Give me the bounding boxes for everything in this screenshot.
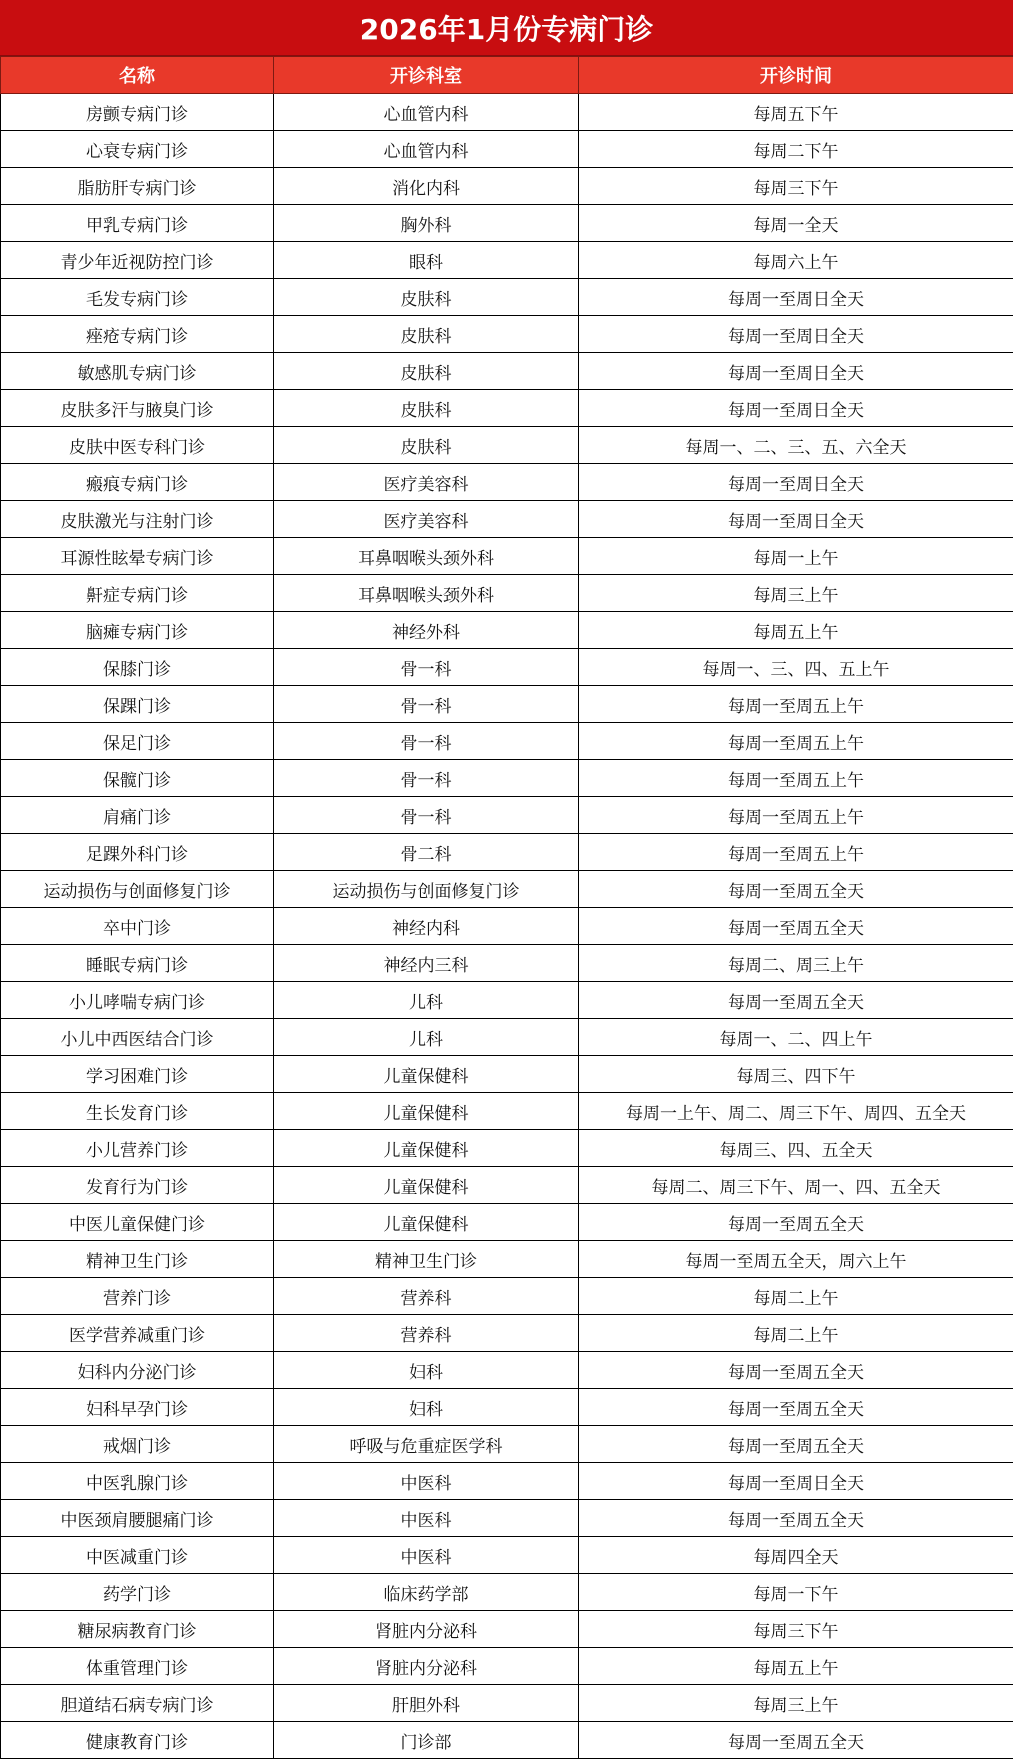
department-cell: 儿童保健科 xyxy=(274,1130,579,1167)
schedule-time-cell: 每周一至周日全天 xyxy=(579,316,1013,353)
table-row xyxy=(1,1056,1013,1093)
clinic-name-cell: 体重管理门诊 xyxy=(1,1648,274,1685)
schedule-time-cell: 每周一下午 xyxy=(579,1574,1013,1611)
schedule-time-cell: 每周一至周五全天 xyxy=(579,1426,1013,1463)
clinic-name-cell: 妇科内分泌门诊 xyxy=(1,1352,274,1389)
schedule-time-cell: 每周二、周三上午 xyxy=(579,945,1013,982)
schedule-time-cell: 每周一至周五全天 xyxy=(579,871,1013,908)
clinic-name-cell: 甲乳专病门诊 xyxy=(1,205,274,242)
schedule-time-cell: 每周一至周日全天 xyxy=(579,464,1013,501)
department-cell: 精神卫生门诊 xyxy=(274,1241,579,1278)
clinic-name-cell: 药学门诊 xyxy=(1,1574,274,1611)
clinic-name-cell: 心衰专病门诊 xyxy=(1,131,274,168)
department-cell: 医疗美容科 xyxy=(274,501,579,538)
department-cell: 消化内科 xyxy=(274,168,579,205)
clinic-name-cell: 学习困难门诊 xyxy=(1,1056,274,1093)
schedule-time-cell: 每周三下午 xyxy=(579,1611,1013,1648)
department-cell: 皮肤科 xyxy=(274,353,579,390)
clinic-name-cell: 发育行为门诊 xyxy=(1,1167,274,1204)
clinic-name-cell: 戒烟门诊 xyxy=(1,1426,274,1463)
table-row xyxy=(1,908,1013,945)
clinic-name-cell: 健康教育门诊 xyxy=(1,1722,274,1759)
table-row xyxy=(1,168,1013,205)
department-cell: 神经内三科 xyxy=(274,945,579,982)
schedule-time-cell: 每周六上午 xyxy=(579,242,1013,279)
table-row xyxy=(1,279,1013,316)
clinic-name-cell: 脂肪肝专病门诊 xyxy=(1,168,274,205)
table-row xyxy=(1,686,1013,723)
header-row xyxy=(1,57,1013,94)
schedule-time-cell: 每周二上午 xyxy=(579,1278,1013,1315)
table-row xyxy=(1,94,1013,131)
table-row xyxy=(1,131,1013,168)
schedule-time-cell: 每周二上午 xyxy=(579,1315,1013,1352)
table-row xyxy=(1,834,1013,871)
clinic-name-cell: 青少年近视防控门诊 xyxy=(1,242,274,279)
table-row xyxy=(1,1463,1013,1500)
department-cell: 耳鼻咽喉头颈外科 xyxy=(274,575,579,612)
schedule-time-cell: 每周一至周日全天 xyxy=(579,1463,1013,1500)
column-header-time: 开诊时间 xyxy=(579,57,1013,94)
clinic-name-cell: 生长发育门诊 xyxy=(1,1093,274,1130)
column-header-name: 名称 xyxy=(1,57,274,94)
department-cell: 营养科 xyxy=(274,1278,579,1315)
table-row xyxy=(1,1537,1013,1574)
table-row xyxy=(1,464,1013,501)
table-row xyxy=(1,205,1013,242)
table-row xyxy=(1,575,1013,612)
clinic-name-cell: 房颤专病门诊 xyxy=(1,94,274,131)
department-cell: 骨一科 xyxy=(274,686,579,723)
clinic-name-cell: 中医颈肩腰腿痛门诊 xyxy=(1,1500,274,1537)
table-row xyxy=(1,353,1013,390)
table-row xyxy=(1,1500,1013,1537)
clinic-name-cell: 足踝外科门诊 xyxy=(1,834,274,871)
schedule-time-cell: 每周三上午 xyxy=(579,575,1013,612)
table-row xyxy=(1,945,1013,982)
schedule-time-cell: 每周一至周五全天 xyxy=(579,982,1013,1019)
schedule-time-cell: 每周一至周日全天 xyxy=(579,279,1013,316)
department-cell: 儿科 xyxy=(274,982,579,1019)
schedule-time-cell: 每周一全天 xyxy=(579,205,1013,242)
table-row xyxy=(1,1019,1013,1056)
department-cell: 骨二科 xyxy=(274,834,579,871)
clinic-name-cell: 保踝门诊 xyxy=(1,686,274,723)
clinic-name-cell: 保髋门诊 xyxy=(1,760,274,797)
department-cell: 妇科 xyxy=(274,1352,579,1389)
clinic-name-cell: 敏感肌专病门诊 xyxy=(1,353,274,390)
clinic-name-cell: 瘢痕专病门诊 xyxy=(1,464,274,501)
table-row xyxy=(1,1426,1013,1463)
table-row xyxy=(1,1278,1013,1315)
schedule-time-cell: 每周一至周五上午 xyxy=(579,686,1013,723)
department-cell: 眼科 xyxy=(274,242,579,279)
table-row xyxy=(1,871,1013,908)
schedule-time-cell: 每周一、二、三、五、六全天 xyxy=(579,427,1013,464)
schedule-time-cell: 每周一、三、四、五上午 xyxy=(579,649,1013,686)
clinic-name-cell: 保膝门诊 xyxy=(1,649,274,686)
clinic-name-cell: 小儿哮喘专病门诊 xyxy=(1,982,274,1019)
table-row xyxy=(1,612,1013,649)
clinic-name-cell: 小儿中西医结合门诊 xyxy=(1,1019,274,1056)
table-header xyxy=(1,57,1013,94)
schedule-time-cell: 每周一至周五上午 xyxy=(579,760,1013,797)
department-cell: 耳鼻咽喉头颈外科 xyxy=(274,538,579,575)
schedule-time-cell: 每周二、周三下午、周一、四、五全天 xyxy=(579,1167,1013,1204)
table-row xyxy=(1,1315,1013,1352)
schedule-time-cell: 每周一至周五全天 xyxy=(579,1204,1013,1241)
schedule-time-cell: 每周一至周五上午 xyxy=(579,797,1013,834)
clinic-name-cell: 脑瘫专病门诊 xyxy=(1,612,274,649)
department-cell: 骨一科 xyxy=(274,649,579,686)
schedule-time-cell: 每周一至周五上午 xyxy=(579,834,1013,871)
department-cell: 儿科 xyxy=(274,1019,579,1056)
department-cell: 妇科 xyxy=(274,1389,579,1426)
table-row xyxy=(1,1685,1013,1722)
schedule-time-cell: 每周五下午 xyxy=(579,94,1013,131)
table-row xyxy=(1,1574,1013,1611)
table-row xyxy=(1,1241,1013,1278)
table-row xyxy=(1,1611,1013,1648)
clinic-name-cell: 中医乳腺门诊 xyxy=(1,1463,274,1500)
department-cell: 营养科 xyxy=(274,1315,579,1352)
schedule-time-cell: 每周五上午 xyxy=(579,1648,1013,1685)
clinic-name-cell: 睡眠专病门诊 xyxy=(1,945,274,982)
clinic-name-cell: 妇科早孕门诊 xyxy=(1,1389,274,1426)
table-body xyxy=(1,94,1013,1759)
department-cell: 心血管内科 xyxy=(274,131,579,168)
clinic-name-cell: 医学营养减重门诊 xyxy=(1,1315,274,1352)
department-cell: 呼吸与危重症医学科 xyxy=(274,1426,579,1463)
table-row xyxy=(1,1352,1013,1389)
clinic-name-cell: 小儿营养门诊 xyxy=(1,1130,274,1167)
clinic-name-cell: 耳源性眩晕专病门诊 xyxy=(1,538,274,575)
department-cell: 骨一科 xyxy=(274,723,579,760)
clinic-name-cell: 保足门诊 xyxy=(1,723,274,760)
clinic-name-cell: 鼾症专病门诊 xyxy=(1,575,274,612)
department-cell: 儿童保健科 xyxy=(274,1056,579,1093)
department-cell: 儿童保健科 xyxy=(274,1093,579,1130)
clinic-name-cell: 运动损伤与创面修复门诊 xyxy=(1,871,274,908)
department-cell: 皮肤科 xyxy=(274,427,579,464)
schedule-time-cell: 每周一至周五全天 xyxy=(579,1352,1013,1389)
department-cell: 胸外科 xyxy=(274,205,579,242)
table-row xyxy=(1,1167,1013,1204)
clinic-name-cell: 卒中门诊 xyxy=(1,908,274,945)
department-cell: 肾脏内分泌科 xyxy=(274,1648,579,1685)
table-row xyxy=(1,501,1013,538)
schedule-time-cell: 每周一、二、四上午 xyxy=(579,1019,1013,1056)
table-row xyxy=(1,1130,1013,1167)
schedule-time-cell: 每周一上午 xyxy=(579,538,1013,575)
schedule-time-cell: 每周四全天 xyxy=(579,1537,1013,1574)
table-row xyxy=(1,1722,1013,1759)
schedule-time-cell: 每周一至周五全天 xyxy=(579,1722,1013,1759)
schedule-time-cell: 每周五上午 xyxy=(579,612,1013,649)
clinic-name-cell: 胆道结石病专病门诊 xyxy=(1,1685,274,1722)
clinic-name-cell: 皮肤激光与注射门诊 xyxy=(1,501,274,538)
department-cell: 神经内科 xyxy=(274,908,579,945)
clinic-name-cell: 毛发专病门诊 xyxy=(1,279,274,316)
clinic-name-cell: 中医减重门诊 xyxy=(1,1537,274,1574)
clinic-name-cell: 皮肤中医专科门诊 xyxy=(1,427,274,464)
department-cell: 肾脏内分泌科 xyxy=(274,1611,579,1648)
schedule-time-cell: 每周二下午 xyxy=(579,131,1013,168)
clinic-name-cell: 中医儿童保健门诊 xyxy=(1,1204,274,1241)
schedule-time-cell: 每周一至周五全天 xyxy=(579,1500,1013,1537)
schedule-time-cell: 每周一至周五全天 xyxy=(579,908,1013,945)
schedule-time-cell: 每周三、四、五全天 xyxy=(579,1130,1013,1167)
schedule-time-cell: 每周三、四下午 xyxy=(579,1056,1013,1093)
schedule-time-cell: 每周一至周五全天 xyxy=(579,1389,1013,1426)
department-cell: 门诊部 xyxy=(274,1722,579,1759)
table-row xyxy=(1,242,1013,279)
department-cell: 中医科 xyxy=(274,1537,579,1574)
table-row xyxy=(1,1389,1013,1426)
schedule-time-cell: 每周一至周日全天 xyxy=(579,501,1013,538)
department-cell: 儿童保健科 xyxy=(274,1167,579,1204)
department-cell: 医疗美容科 xyxy=(274,464,579,501)
clinic-name-cell: 营养门诊 xyxy=(1,1278,274,1315)
schedule-time-cell: 每周一至周五上午 xyxy=(579,723,1013,760)
schedule-time-cell: 每周一至周五全天，周六上午 xyxy=(579,1241,1013,1278)
department-cell: 肝胆外科 xyxy=(274,1685,579,1722)
clinic-name-cell: 精神卫生门诊 xyxy=(1,1241,274,1278)
department-cell: 心血管内科 xyxy=(274,94,579,131)
table-row xyxy=(1,316,1013,353)
department-cell: 皮肤科 xyxy=(274,279,579,316)
department-cell: 骨一科 xyxy=(274,797,579,834)
table-row xyxy=(1,1648,1013,1685)
department-cell: 中医科 xyxy=(274,1500,579,1537)
clinic-name-cell: 肩痛门诊 xyxy=(1,797,274,834)
department-cell: 皮肤科 xyxy=(274,316,579,353)
table-row xyxy=(1,1204,1013,1241)
table-row xyxy=(1,723,1013,760)
table-row xyxy=(1,390,1013,427)
table-row xyxy=(1,1093,1013,1130)
schedule-time-cell: 每周一上午、周二、周三下午、周四、五全天 xyxy=(579,1093,1013,1130)
table-row xyxy=(1,649,1013,686)
clinic-schedule-table xyxy=(0,56,1013,1759)
page-title: 2026年1月份专病门诊 xyxy=(0,0,1013,56)
clinic-name-cell: 皮肤多汗与腋臭门诊 xyxy=(1,390,274,427)
department-cell: 皮肤科 xyxy=(274,390,579,427)
department-cell: 骨一科 xyxy=(274,760,579,797)
table-row xyxy=(1,760,1013,797)
department-cell: 中医科 xyxy=(274,1463,579,1500)
department-cell: 儿童保健科 xyxy=(274,1204,579,1241)
clinic-name-cell: 糖尿病教育门诊 xyxy=(1,1611,274,1648)
schedule-time-cell: 每周一至周日全天 xyxy=(579,390,1013,427)
schedule-time-cell: 每周一至周日全天 xyxy=(579,353,1013,390)
table-row xyxy=(1,427,1013,464)
schedule-time-cell: 每周三上午 xyxy=(579,1685,1013,1722)
table-row xyxy=(1,797,1013,834)
schedule-time-cell: 每周三下午 xyxy=(579,168,1013,205)
column-header-department: 开诊科室 xyxy=(274,57,579,94)
department-cell: 临床药学部 xyxy=(274,1574,579,1611)
clinic-name-cell: 痤疮专病门诊 xyxy=(1,316,274,353)
table-row xyxy=(1,982,1013,1019)
table-row xyxy=(1,538,1013,575)
department-cell: 神经外科 xyxy=(274,612,579,649)
department-cell: 运动损伤与创面修复门诊 xyxy=(274,871,579,908)
